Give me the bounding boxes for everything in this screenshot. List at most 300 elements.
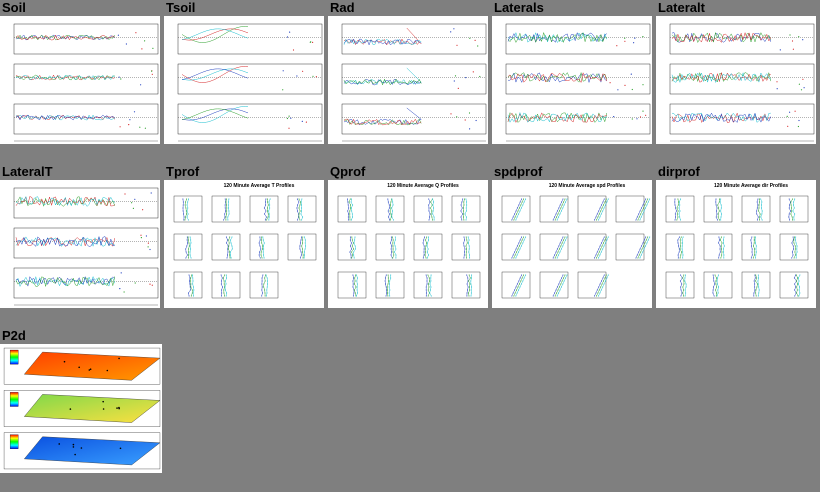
profile-point — [353, 252, 354, 253]
profile-point — [392, 214, 393, 215]
profile-point — [560, 281, 561, 282]
profile-point — [597, 293, 598, 294]
profile-point — [600, 284, 601, 285]
profile-point — [268, 205, 269, 206]
profile-point — [267, 199, 268, 200]
profile-point — [558, 284, 559, 285]
profile-point — [646, 243, 647, 244]
plot-thumbnail-tsoil[interactable] — [164, 16, 324, 144]
profile-point — [222, 278, 223, 279]
profile-point — [716, 287, 717, 288]
data-point — [149, 249, 150, 250]
profile-point — [432, 205, 433, 206]
data-point — [302, 121, 303, 122]
profile-point — [231, 258, 232, 259]
profile-point — [794, 237, 795, 238]
profile-point — [229, 243, 230, 244]
profile-point — [188, 255, 189, 256]
profile-point — [463, 214, 464, 215]
profile-point — [388, 275, 389, 276]
profile-point — [223, 290, 224, 291]
plot-thumbnail-lateralt[interactable] — [656, 16, 816, 144]
data-point — [152, 285, 153, 286]
profile-point — [517, 246, 518, 247]
data-point — [613, 116, 614, 117]
profile-point — [560, 243, 561, 244]
data-point — [450, 113, 451, 114]
profile-point — [431, 287, 432, 288]
profile-point — [678, 243, 679, 244]
profile-point — [466, 211, 467, 212]
station-point — [107, 370, 109, 372]
profile-point — [193, 287, 194, 288]
profile-point — [389, 290, 390, 291]
profile-point — [796, 255, 797, 256]
profile-point — [353, 255, 354, 256]
profile-point — [753, 296, 754, 297]
profile-point — [794, 258, 795, 259]
profile-point — [183, 211, 184, 212]
profile-point — [297, 211, 298, 212]
profile-point — [560, 252, 561, 253]
profile-point — [192, 278, 193, 279]
profile-point — [683, 281, 684, 282]
profile-point — [355, 249, 356, 250]
profile-point — [513, 293, 514, 294]
profile-point — [262, 249, 263, 250]
profile-point — [759, 199, 760, 200]
plot-thumbnail-laterals[interactable] — [492, 16, 652, 144]
profile-point — [794, 208, 795, 209]
profile-point — [471, 293, 472, 294]
profile-point — [391, 255, 392, 256]
data-point — [152, 74, 153, 75]
profile-point — [188, 240, 189, 241]
profile-point — [754, 252, 755, 253]
profile-point — [681, 237, 682, 238]
data-point — [642, 111, 643, 112]
profile-point — [790, 211, 791, 212]
profile-point — [606, 240, 607, 241]
profile-point — [301, 246, 302, 247]
profile-point — [461, 202, 462, 203]
data-point — [624, 38, 625, 39]
profile-point — [516, 252, 517, 253]
profile-point — [353, 278, 354, 279]
profile-point — [182, 199, 183, 200]
profile-point — [567, 275, 568, 276]
profile-point — [793, 243, 794, 244]
profile-point — [642, 211, 643, 212]
data-point — [151, 71, 152, 72]
profile-point — [387, 287, 388, 288]
profile-point — [557, 220, 558, 221]
profile-point — [226, 293, 227, 294]
profile-point — [355, 237, 356, 238]
profile-point — [297, 199, 298, 200]
profile-point — [389, 287, 390, 288]
profile-point — [793, 205, 794, 206]
profile-point — [637, 258, 638, 259]
profile-point — [517, 284, 518, 285]
profile-point — [721, 255, 722, 256]
profile-point — [754, 284, 755, 285]
profile-subplot — [174, 272, 202, 298]
profile-point — [520, 278, 521, 279]
profile-point — [429, 278, 430, 279]
profile-point — [264, 278, 265, 279]
profile-point — [720, 240, 721, 241]
profile-point — [719, 255, 720, 256]
profile-point — [267, 211, 268, 212]
profile-point — [347, 199, 348, 200]
profile-point — [469, 249, 470, 250]
plot-thumbnail-qprof[interactable] — [328, 180, 488, 308]
profile-point — [595, 255, 596, 256]
profile-point — [518, 252, 519, 253]
station-point — [103, 408, 105, 410]
profile-point — [556, 255, 557, 256]
profile-point — [605, 205, 606, 206]
profile-point — [602, 240, 603, 241]
profile-point — [262, 293, 263, 294]
profile-point — [558, 208, 559, 209]
profile-point — [434, 220, 435, 221]
profile-point — [433, 202, 434, 203]
profile-point — [469, 258, 470, 259]
panel-lateralT — [0, 164, 163, 180]
profile-point — [424, 252, 425, 253]
profile-point — [565, 237, 566, 238]
profile-point — [516, 249, 517, 250]
profile-point — [600, 208, 601, 209]
profile-point — [460, 211, 461, 212]
plot-thumbnail-lateralT[interactable] — [0, 180, 160, 308]
surface-map — [24, 437, 160, 465]
profile-point — [635, 258, 636, 259]
profile-point — [264, 214, 265, 215]
profile-point — [563, 199, 564, 200]
profile-point — [679, 237, 680, 238]
profile-point — [755, 249, 756, 250]
profile-point — [717, 208, 718, 209]
profile-point — [522, 243, 523, 244]
profile-point — [302, 237, 303, 238]
profile-point — [684, 284, 685, 285]
profile-point — [721, 237, 722, 238]
plot-thumbnail-rad[interactable] — [328, 16, 488, 144]
profile-point — [796, 293, 797, 294]
profile-point — [677, 208, 678, 209]
profile-point — [264, 258, 265, 259]
profile-point — [559, 249, 560, 250]
data-point — [282, 89, 283, 90]
profile-point — [187, 208, 188, 209]
profile-point — [355, 281, 356, 282]
profile-point — [760, 199, 761, 200]
profile-point — [795, 237, 796, 238]
profile-point — [424, 255, 425, 256]
series-line — [344, 108, 421, 125]
data-point — [640, 116, 641, 117]
data-point — [152, 48, 153, 49]
panel-rad — [328, 0, 491, 16]
profile-point — [599, 290, 600, 291]
profile-point — [798, 296, 799, 297]
data-point — [798, 120, 799, 121]
surface-map — [24, 352, 160, 380]
data-point — [624, 85, 625, 86]
profile-point — [515, 258, 516, 259]
profile-point — [431, 296, 432, 297]
profile-point — [259, 237, 260, 238]
profile-point — [682, 278, 683, 279]
profile-point — [187, 217, 188, 218]
profile-point — [715, 290, 716, 291]
profile-subplot — [414, 196, 442, 222]
profile-point — [755, 237, 756, 238]
profile-point — [518, 205, 519, 206]
profile-point — [718, 217, 719, 218]
profile-point — [265, 199, 266, 200]
profile-point — [757, 205, 758, 206]
profile-point — [426, 237, 427, 238]
profile-point — [756, 278, 757, 279]
profile-point — [562, 208, 563, 209]
profile-point — [713, 275, 714, 276]
profile-point — [232, 249, 233, 250]
profile-point — [600, 287, 601, 288]
profile-point — [758, 275, 759, 276]
profile-point — [798, 284, 799, 285]
profile-point — [266, 290, 267, 291]
profile-point — [517, 293, 518, 294]
profile-point — [563, 278, 564, 279]
profile-point — [520, 281, 521, 282]
profile-point — [425, 255, 426, 256]
data-point — [306, 122, 307, 123]
plot-thumbnail-dirprof[interactable] — [656, 180, 816, 308]
profile-point — [637, 217, 638, 218]
profile-point — [394, 243, 395, 244]
profile-point — [721, 249, 722, 250]
profile-point — [352, 255, 353, 256]
plot-thumbnail-p2d[interactable] — [0, 344, 162, 473]
profile-point — [463, 217, 464, 218]
profile-point — [518, 290, 519, 291]
panel-title: Tsoil — [166, 0, 196, 15]
profile-subplot — [212, 234, 240, 260]
data-point — [120, 78, 121, 79]
profile-point — [715, 275, 716, 276]
profile-point — [791, 211, 792, 212]
profile-point — [190, 252, 191, 253]
profile-point — [680, 287, 681, 288]
profile-point — [558, 252, 559, 253]
plot-image — [328, 16, 488, 144]
profile-point — [427, 258, 428, 259]
profile-point — [389, 281, 390, 282]
profile-point — [525, 237, 526, 238]
profile-point — [717, 205, 718, 206]
profile-point — [563, 202, 564, 203]
data-point — [148, 246, 149, 247]
subplot-frame — [178, 64, 322, 94]
profile-point — [222, 287, 223, 288]
panel-title: P2d — [2, 328, 26, 343]
profile-point — [302, 240, 303, 241]
profile-point — [712, 293, 713, 294]
profile-point — [389, 208, 390, 209]
profile-point — [793, 237, 794, 238]
data-point — [126, 43, 127, 44]
plot-thumbnail-soil[interactable] — [0, 16, 160, 144]
profile-point — [518, 287, 519, 288]
profile-point — [467, 278, 468, 279]
profile-subplot — [250, 272, 278, 298]
profile-point — [514, 290, 515, 291]
profile-point — [393, 252, 394, 253]
data-point — [780, 49, 781, 50]
profile-point — [300, 211, 301, 212]
profile-point — [758, 287, 759, 288]
profile-point — [224, 287, 225, 288]
profile-point — [677, 214, 678, 215]
profile-point — [516, 214, 517, 215]
station-point — [116, 407, 118, 409]
series-line — [182, 69, 248, 80]
profile-point — [303, 258, 304, 259]
profile-point — [604, 208, 605, 209]
profile-point — [751, 237, 752, 238]
profile-point — [185, 249, 186, 250]
data-point — [124, 291, 125, 292]
profile-point — [720, 202, 721, 203]
station-point — [73, 444, 75, 446]
profile-point — [522, 281, 523, 282]
profile-point — [680, 243, 681, 244]
profile-point — [644, 243, 645, 244]
profile-point — [263, 287, 264, 288]
profile-point — [353, 284, 354, 285]
profile-point — [717, 214, 718, 215]
data-point — [129, 119, 130, 120]
profile-point — [678, 255, 679, 256]
profile-point — [464, 214, 465, 215]
profile-point — [645, 246, 646, 247]
profile-point — [191, 258, 192, 259]
profile-point — [516, 211, 517, 212]
profile-point — [558, 293, 559, 294]
profile-point — [758, 293, 759, 294]
profile-point — [679, 208, 680, 209]
profile-point — [229, 237, 230, 238]
data-point — [465, 77, 466, 78]
station-point — [73, 446, 75, 448]
profile-point — [433, 208, 434, 209]
profile-point — [395, 240, 396, 241]
profile-point — [357, 284, 358, 285]
profile-point — [226, 214, 227, 215]
profile-point — [796, 287, 797, 288]
profile-point — [521, 284, 522, 285]
profile-point — [463, 202, 464, 203]
profile-point — [299, 246, 300, 247]
profile-point — [682, 293, 683, 294]
profile-point — [263, 249, 264, 250]
profile-point — [265, 296, 266, 297]
profile-point — [565, 240, 566, 241]
profile-point — [715, 284, 716, 285]
profile-point — [429, 220, 430, 221]
profile-point — [755, 290, 756, 291]
data-point — [310, 42, 311, 43]
profile-point — [791, 258, 792, 259]
data-point — [287, 36, 288, 37]
profile-point — [796, 243, 797, 244]
profile-point — [680, 258, 681, 259]
profile-point — [719, 199, 720, 200]
profile-point — [683, 237, 684, 238]
profile-point — [230, 240, 231, 241]
profile-point — [299, 199, 300, 200]
profile-point — [721, 246, 722, 247]
data-point — [141, 48, 142, 49]
data-point — [624, 41, 625, 42]
data-point — [789, 112, 790, 113]
plot-thumbnail-spdprof[interactable] — [492, 180, 652, 308]
plot-thumbnail-tprof[interactable] — [164, 180, 324, 308]
plot-image — [656, 180, 816, 308]
profile-point — [602, 287, 603, 288]
profile-point — [761, 202, 762, 203]
profile-point — [269, 208, 270, 209]
profile-point — [560, 246, 561, 247]
profile-point — [185, 208, 186, 209]
profile-point — [720, 246, 721, 247]
profile-point — [641, 255, 642, 256]
profile-point — [427, 278, 428, 279]
profile-point — [563, 237, 564, 238]
profile-point — [224, 275, 225, 276]
profile-point — [192, 275, 193, 276]
profile-point — [223, 293, 224, 294]
profile-point — [522, 240, 523, 241]
profile-point — [716, 211, 717, 212]
profile-point — [259, 252, 260, 253]
profile-point — [225, 217, 226, 218]
profile-point — [262, 237, 263, 238]
data-point — [133, 208, 134, 209]
profile-point — [643, 208, 644, 209]
profile-point — [603, 205, 604, 206]
profile-point — [683, 255, 684, 256]
profile-point — [522, 205, 523, 206]
profile-point — [516, 287, 517, 288]
profile-subplot — [174, 196, 202, 222]
profile-point — [565, 275, 566, 276]
profile-point — [225, 205, 226, 206]
profile-point — [643, 246, 644, 247]
profile-point — [642, 243, 643, 244]
profile-point — [226, 275, 227, 276]
profile-point — [637, 220, 638, 221]
profile-subplot — [742, 196, 770, 222]
profile-point — [514, 252, 515, 253]
profile-point — [225, 290, 226, 291]
profile-point — [461, 205, 462, 206]
profile-point — [676, 211, 677, 212]
